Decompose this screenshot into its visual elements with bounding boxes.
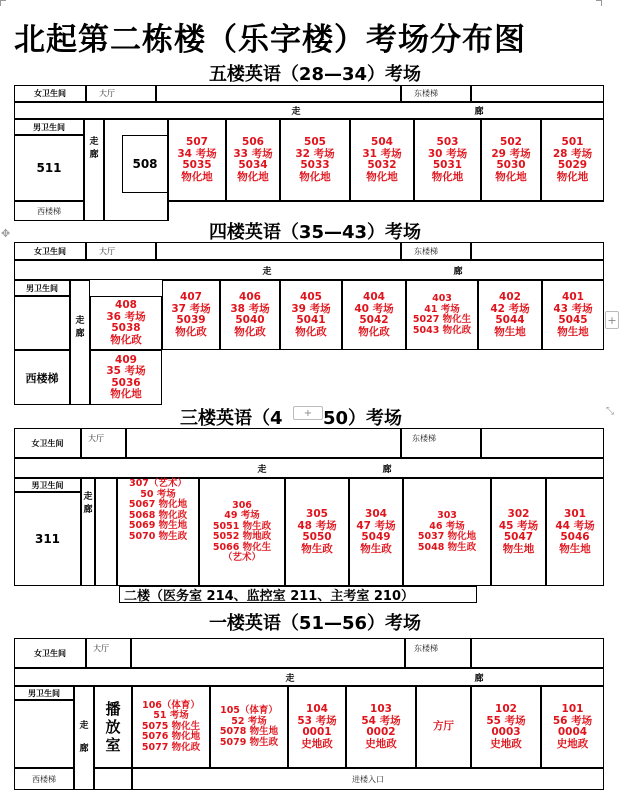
- room-text-line: 505: [304, 136, 326, 148]
- floor5-heading: 五楼英语（28—34）考场: [208, 64, 422, 85]
- floor1-table: [14, 638, 604, 792]
- room-text-line: 501: [561, 136, 584, 148]
- page-corner-mark: [596, 0, 602, 6]
- hall-label: 大厅: [86, 85, 156, 102]
- corridor-vertical: [81, 478, 95, 586]
- room-text-line: 506: [242, 136, 264, 148]
- corridor-vertical: [74, 686, 94, 790]
- room-text-line: 史地政: [301, 737, 333, 750]
- room-text-line: 52 考场: [231, 715, 267, 727]
- room-text-line: 0003: [491, 726, 521, 738]
- room-409: [90, 350, 162, 405]
- room-text-line: 0001: [302, 726, 332, 738]
- floor3-table: [14, 428, 604, 586]
- lobby: [416, 686, 471, 768]
- room-text-line: 物化地: [181, 170, 213, 183]
- room-text-line: 物化地: [556, 170, 589, 183]
- cell-blank: [471, 638, 604, 668]
- room-506: [226, 119, 280, 201]
- room-text-line: 32 考场: [295, 147, 335, 160]
- room-text-line: 5051 物生政: [212, 520, 272, 532]
- room-text-line: 101: [561, 703, 584, 715]
- east-stairs-label: 东楼梯: [405, 638, 471, 668]
- female-wc-label: 女卫生间: [14, 85, 86, 102]
- room-105: [210, 686, 288, 768]
- room-302: [491, 478, 546, 586]
- corridor-row: [14, 260, 604, 280]
- corridor-row: [14, 458, 604, 478]
- room-text-line: 史地政: [490, 737, 522, 750]
- room-text-line: 5029: [557, 159, 588, 171]
- cell-blank: [94, 768, 132, 790]
- room-text-line: 5030: [496, 159, 526, 171]
- room-text-line: 5035: [182, 159, 212, 171]
- room-306: [199, 478, 285, 586]
- room-text-line: 物生政: [301, 542, 333, 555]
- room-text-line: 305: [306, 508, 328, 520]
- west-stairs-bold: 西楼梯: [14, 350, 70, 405]
- room-504: [350, 119, 414, 201]
- west-stairs-label: 西楼梯: [14, 768, 74, 790]
- room-text-line: 5047: [503, 531, 534, 543]
- room-403: [406, 280, 478, 350]
- room-text-line: 物生政: [360, 542, 392, 555]
- room-text-line: 5066 物化生: [212, 541, 272, 553]
- corridor-label-2: 廊: [382, 464, 392, 475]
- room-text-line: 47 考场: [356, 519, 396, 532]
- broadcast-room: [94, 686, 132, 768]
- cell-blank: [14, 296, 70, 350]
- room-402: [478, 280, 542, 350]
- room-text-line: 物生地: [494, 325, 526, 338]
- corridor-char: 廊: [75, 329, 85, 339]
- room-406: [220, 280, 280, 350]
- room-text-line: 407: [180, 291, 202, 303]
- room-text-line: 303: [437, 510, 457, 521]
- female-wc-label: 女卫生间: [14, 242, 86, 260]
- room-text-line: 5048 物生政: [417, 541, 477, 553]
- room-text-line: 31 考场: [362, 147, 402, 160]
- room-405: [280, 280, 342, 350]
- room-text-line: 物化地: [237, 170, 269, 183]
- corridor-label-1: 走: [262, 266, 272, 277]
- cell-blank: [481, 428, 604, 458]
- text-line: 播: [105, 700, 121, 718]
- room-text-line: 物化地: [431, 170, 464, 183]
- room-text-line: 34 考场: [177, 147, 217, 160]
- room-401: [542, 280, 604, 350]
- room-text-line: 406: [239, 291, 261, 303]
- corridor-char: 廊: [83, 505, 93, 515]
- room-text-line: 38 考场: [230, 302, 270, 315]
- room-text-line: 物化政: [234, 325, 266, 338]
- room-text-line: 5079 物生政: [219, 736, 279, 748]
- room-text-line: 40 考场: [354, 302, 394, 315]
- floor3-heading-a: 三楼英语（4: [180, 408, 283, 429]
- female-wc-label: 女卫生间: [14, 638, 86, 668]
- cell-blank: [131, 638, 405, 668]
- room-304: [349, 478, 403, 586]
- resize-handle-icon[interactable]: ⤡: [606, 406, 614, 417]
- room-text-line: 史地政: [365, 737, 397, 750]
- room-text-line: 5031: [432, 159, 463, 171]
- room-text-line: 29 考场: [491, 147, 531, 160]
- corridor-label-1: 走: [291, 107, 301, 117]
- male-wc-label: 男卫生间: [14, 478, 81, 492]
- room-103: [346, 686, 416, 768]
- room-text-line: 5038: [111, 322, 141, 334]
- room-106: [132, 686, 210, 768]
- room-text-line: 物化政: [358, 325, 390, 338]
- room-501: [541, 119, 604, 201]
- room-text-line: 5078 物生地: [219, 726, 279, 737]
- cell-blank: [14, 700, 74, 768]
- move-handle-icon[interactable]: ✥: [1, 227, 11, 240]
- room-511: 511: [14, 135, 84, 201]
- room-text-line: 5027 物化生: [412, 314, 472, 325]
- room-text-line: 5039: [176, 314, 206, 326]
- room-text-line: 403: [432, 293, 452, 304]
- corridor-char: 走: [83, 492, 93, 502]
- room-text-line: 405: [300, 291, 322, 303]
- room-text-line: 物化地: [495, 170, 527, 183]
- room-text-line: 507: [186, 136, 208, 148]
- male-wc-label: 男卫生间: [14, 119, 84, 135]
- room-text-line: 5077 物化政: [141, 741, 201, 753]
- room-text-line: 5050: [302, 531, 332, 543]
- room-404: [342, 280, 406, 350]
- room-503: [414, 119, 481, 201]
- room-102: [471, 686, 541, 768]
- cell-blank: [471, 242, 604, 260]
- room-text-line: 5069 物生地: [128, 520, 188, 531]
- room-text-line: 5075 物化生: [141, 720, 201, 732]
- room-text-line: 33 考场: [233, 147, 273, 160]
- room-text-line: 5045: [558, 314, 588, 326]
- east-stairs-label: 东楼梯: [401, 242, 471, 260]
- room-text-line: 502: [500, 136, 522, 148]
- text-line: 室: [105, 736, 121, 754]
- room-307: [117, 478, 199, 586]
- corridor-label-2: 廊: [474, 673, 484, 684]
- corridor-char: 廊: [79, 744, 89, 754]
- room-text-line: 56 考场: [552, 714, 593, 727]
- corridor-label-1: 走: [285, 673, 295, 684]
- room-text-line: 5042: [359, 314, 389, 326]
- room-text-line: 301: [564, 508, 586, 520]
- room-text-line: 物生地: [557, 325, 589, 338]
- room-text-line: 401: [562, 291, 584, 303]
- room-text-line: 43 考场: [553, 302, 593, 315]
- room-text-line: 物化地: [110, 388, 142, 400]
- room-text-line: 104: [306, 703, 328, 715]
- room-101: [541, 686, 604, 768]
- hall-label: 大厅: [86, 638, 131, 668]
- room-text-line: 44 考场: [555, 519, 595, 532]
- text-line: 放: [105, 718, 121, 736]
- room-text-line: 5052 物地政: [212, 531, 272, 542]
- room-text-line: 409: [115, 353, 137, 366]
- corridor-label-2: 廊: [474, 107, 484, 117]
- room-text-line: 5036: [111, 376, 141, 389]
- room-text-line: 物生地: [559, 542, 591, 555]
- room-text-line: 49 考场: [224, 510, 260, 521]
- room-text-line: 404: [363, 291, 385, 303]
- room-text-line: 503: [436, 136, 459, 148]
- cell-blank: [156, 242, 401, 260]
- floor4-heading: 四楼英语（35—43）考场: [208, 222, 422, 243]
- room-text-line: 5040: [235, 314, 265, 326]
- room-text-line: 5068 物化政: [128, 509, 188, 521]
- room-505: [280, 119, 350, 201]
- east-stairs-label: 东楼梯: [401, 85, 471, 102]
- add-column-button[interactable]: +: [605, 311, 619, 329]
- room-303: [403, 478, 491, 586]
- room-text-line: 5032: [367, 159, 397, 171]
- room-text-line: 5067 物化地: [128, 499, 188, 510]
- female-wc-label: 女卫生间: [14, 428, 81, 458]
- room-text-line: 5041: [296, 314, 326, 326]
- corridor-char: 廊: [89, 150, 99, 160]
- room-text-line: 45 考场: [498, 519, 539, 532]
- room-text-line: 物化政: [110, 333, 142, 346]
- room-text-line: 54 考场: [361, 714, 401, 727]
- cell-blank: [156, 85, 401, 102]
- room-text-line: 50 考场: [140, 488, 176, 500]
- room-text-line: 304: [365, 508, 387, 520]
- corridor-vertical: [84, 119, 104, 221]
- room-text-line: 302: [507, 508, 530, 520]
- corridor-label-2: 廊: [453, 266, 463, 277]
- corridor-char: 走: [89, 137, 99, 147]
- room-text-line: 103: [370, 703, 392, 715]
- room-407: [162, 280, 220, 350]
- room-text-line: 46 考场: [429, 520, 465, 532]
- room-text-line: 28 考场: [552, 147, 593, 160]
- room-text-line: 方厅: [433, 720, 454, 733]
- cell-blank: [471, 85, 604, 102]
- room-text-line: 402: [499, 291, 521, 303]
- floor1-heading: 一楼英语（51—56）考场: [208, 613, 422, 634]
- room-text-line: 53 考场: [297, 714, 337, 727]
- room-text-line: （艺术）: [222, 552, 261, 563]
- room-508: 508: [122, 135, 168, 193]
- room-text-line: 5043 物化政: [412, 324, 472, 336]
- corridor-char: 走: [79, 721, 89, 731]
- east-stairs-label: 东楼梯: [401, 428, 481, 458]
- room-text-line: 408: [115, 299, 137, 311]
- entrance-label: 进楼入口: [132, 768, 604, 790]
- room-104: [288, 686, 346, 768]
- room-text-line: 55 考场: [486, 714, 526, 727]
- room-311: 311: [14, 492, 81, 586]
- room-text-line: 5070 物生政: [128, 530, 188, 542]
- room-text-line: 物生地: [502, 542, 535, 555]
- floor2-note: 二楼（医务室 214、监控室 211、主考室 210）: [119, 586, 477, 603]
- room-text-line: 5044: [495, 314, 525, 326]
- room-text-line: 0002: [366, 726, 396, 738]
- room-text-line: 106（体育）: [142, 699, 200, 711]
- male-wc-label: 男卫生间: [14, 686, 74, 700]
- add-row-button[interactable]: +: [293, 406, 323, 420]
- room-text-line: 36 考场: [106, 310, 146, 323]
- hall-label: 大厅: [86, 242, 156, 260]
- corridor-row: [14, 102, 604, 119]
- male-wc-label: 男卫生间: [14, 280, 70, 296]
- room-text-line: 306: [232, 499, 252, 511]
- page-corner-mark: [0, 0, 6, 6]
- corridor-label-1: 走: [257, 464, 267, 475]
- room-text-line: 39 考场: [291, 302, 331, 315]
- room-text-line: 5076 物化地: [141, 731, 201, 743]
- room-text-line: 105（体育）: [220, 705, 278, 716]
- hall-label: 大厅: [81, 428, 126, 458]
- room-text-line: 30 考场: [427, 147, 468, 160]
- corridor-vertical: [70, 280, 90, 405]
- room-text-line: 物化政: [175, 325, 207, 338]
- floor4-table: [14, 242, 604, 405]
- room-text-line: 5033: [300, 159, 330, 171]
- room-text-line: 5046: [560, 531, 590, 543]
- room-text-line: 51 考场: [153, 710, 189, 722]
- corridor-row: [14, 668, 604, 686]
- room-text-line: 0004: [557, 726, 588, 738]
- cell-blank: [95, 478, 117, 586]
- room-507: [168, 119, 226, 201]
- room-text-line: 5034: [238, 159, 268, 171]
- room-text-line: 史地政: [556, 737, 589, 750]
- room-text-line: 504: [371, 136, 393, 148]
- room-text-line: 307（艺术）: [129, 478, 187, 489]
- room-text-line: 37 考场: [171, 302, 211, 315]
- room-305: [285, 478, 349, 586]
- room-408: [90, 296, 162, 350]
- room-text-line: 5049: [361, 531, 391, 543]
- room-text-line: 42 考场: [490, 302, 530, 315]
- corridor-char: 走: [75, 316, 85, 326]
- floor5-table: [14, 85, 604, 221]
- room-text-line: 41 考场: [424, 303, 460, 315]
- cell-blank: [126, 428, 401, 458]
- room-text-line: 物化地: [366, 170, 398, 183]
- room-text-line: 35 考场: [106, 365, 146, 377]
- room-301: [546, 478, 604, 586]
- room-text-line: 48 考场: [297, 519, 337, 532]
- room-text-line: 102: [495, 703, 517, 715]
- room-502: [481, 119, 541, 201]
- room-text-line: 物化政: [295, 325, 327, 338]
- room-text-line: 物化地: [299, 170, 331, 183]
- room-text-line: 5037 物化地: [417, 531, 477, 542]
- floor3-heading-b: 50）考场: [323, 408, 403, 429]
- west-stairs-label: 西楼梯: [14, 201, 84, 221]
- page-title: 北起第二栋楼（乐字楼）考场分布图: [14, 22, 526, 58]
